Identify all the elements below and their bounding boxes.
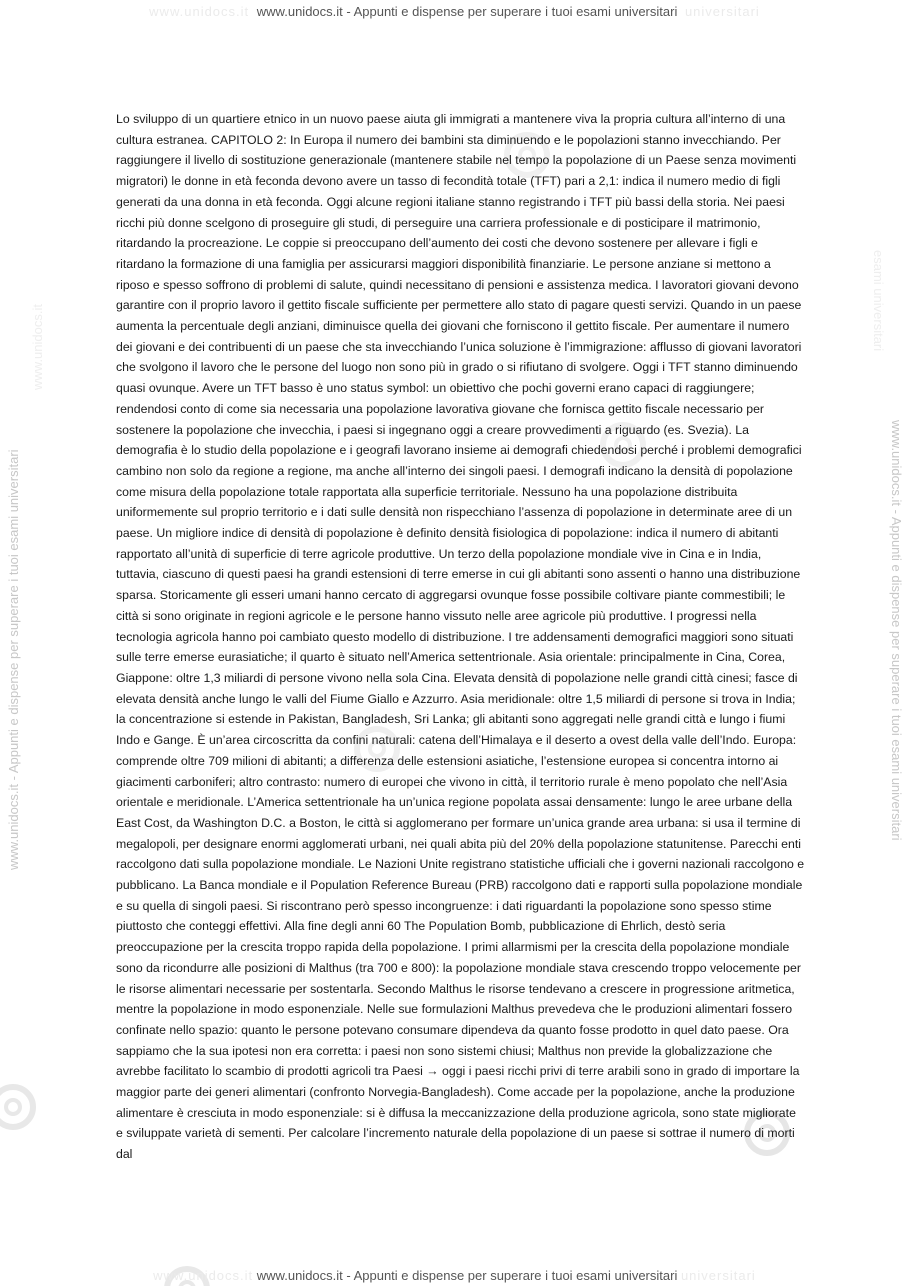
page-footer (0, 1268, 909, 1283)
footer-faded-right: universitari (680, 1268, 756, 1283)
side-watermark-left: www.unidocs.it - Appunti e dispense per superare i tuoi esami universitari (6, 449, 21, 870)
document-body (116, 109, 806, 1165)
header-faded-left: www.unidocs.it (149, 4, 250, 19)
header-text: www.unidocs.it - Appunti e dispense per superare i tuoi esami universitari (256, 4, 678, 19)
body-paragraph: Lo sviluppo di un quartiere etnico in un nuovo paese aiuta gli immigrati a mantenere viva la propria cultura all’interno di una cultura estranea. CAPITOLO 2: In Europa il numero dei bambini sta diminuendo e le popolazioni stanno invecchiando. Per raggiungere il livello di sostituzione generazionale (mantenere stabile nel tempo la popolazione di un Paese senza movimenti migratori) le donne in età feconda devono avere un tasso di fecondità totale (TFT) pari a 2,1: indica il numero medio di figli generati da una donna in età feconda. Oggi alcune regioni italiane stanno registrando i TFT più bassi della storia. Nei paesi ricchi più donne scelgono di proseguire gli studi, di perseguire una carriera professionale e di posticipare il matrimonio, ritardando la procreazione. Le coppie si preoccupano dell’aumento dei costi che devono sostenere per allevare i figli e ritardano la formazione di una famiglia per assicurarsi maggiori disponibilità finanziarie. Le persone anziane si mettono a riposo e spesso soffrono di problemi di salute, quindi necessitano di pensioni e assistenza medica. I lavoratori giovani devono garantire con il proprio lavoro il gettito fiscale sufficiente per permettere allo stato di pagare questi servizi. Quando in un paese aumenta la percentuale degli anziani, diminuisce quella dei giovani che forniscono il gettito fiscale. Per aumentare il numero dei giovani e dei contribuenti di un paese che sta invecchiando l’unica soluzione è l’immigrazione: afflusso di giovani lavoratori che svolgono il lavoro che le persone del luogo non sono più in grado o si rifiutano di svolgere. Oggi i TFT stanno diminuendo quasi ovunque. Avere un TFT basso è uno status symbol: un obiettivo che pochi governi erano capaci di raggiungere; rendendosi conto di come sia necessaria una popolazione lavorativa giovane che fornisca gettito fiscale necessario per sostenere la popolazione che invecchia, i paesi si ingegnano oggi a creare provvedimenti a riguardo (es. Svezia). La demografia è lo studio della popolazione e i geografi lavorano insieme ai demografi chiedendosi perché i problemi demografici cambino non solo da regione a regione, ma anche all’interno dei singoli paesi. I demografi indicano la densità di popolazione come misura della popolazione totale rapportata alla superficie territoriale. Nessuno ha una popolazione distribuita uniformemente sul proprio territorio e i dati sulle densità non rispecchiano l’assenza di popolazione in determinate aree di un paese. Un migliore indice di densità di popolazione è definito densità fisiologica di popolazione: indica il numero di abitanti rapportato all’unità di superficie di terre agricole produttive. Un terzo della popolazione mondiale vive in Cina e in India, tuttavia, ciascuno di questi paesi ha grandi estensioni di terre emerse in cui gli abitanti sono assenti o hanno una distribuzione sparsa. Storicamente gli esseri umani hanno cercato di aggregarsi ovunque fosse possibile coltivare piante commestibili; le città si sono originate in regioni agricole e le persone hanno vissuto nelle aree agricole più produttive. I progressi nella tecnologia agricola hanno poi cambiato questo modello di distribuzione. I tre addensamenti demografici maggiori sono situati sulle terre emerse eurasiatiche; il quarto è situato nell’America settentrionale. Asia orientale: principalmente in Cina, Corea, Giappone: oltre 1,3 miliardi di persone vivono nella sola Cina. Elevata densità di popolazione nelle grandi città cinesi; fasce di elevata densità anche lungo le valli del Fiume Giallo e Azzurro. Asia meridionale: oltre 1,5 miliardi di persone si trova in India; la concentrazione si estende in Pakistan, Bangladesh, Sri Lanka; gli abitanti sono aggregati nelle grandi città e lungo i fiumi Indo e Gange. È un’area circoscritta da confini naturali: catena dell’Himalaya e il deserto a ovest della valle dell’Indo. Europa: comprende oltre 709 milioni di abitanti; a differenza delle estensioni asiatiche, l’estensione europea si concentra intorno ai giacimenti carboniferi; altro contrasto: numero di europei che vivono in città, il territorio rurale è meno popolato che nell’Asia orientale e meridionale. L’America settentrionale ha un’unica regione popolata assai densamente: lungo le aree urbane della East Cost, da Washington D.C. a Boston, le città si agglomerano per formare un’unica grande area urbana: si usa il termine di megalopoli, per designare enormi agglomerati urbani, nei quali abita più del 20% della popolazione statunitense. Parecchi enti raccolgono dati sulla popolazione mondiale. Le Nazioni Unite registrano statistiche ufficiali che i governi nazionali raccolgono e pubblicano. La Banca mondiale e il Population Reference Bureau (PRB) raccolgono dati e rapporti sulla popolazione mondiale e su quella di singoli paesi. Si riscontrano però spesso incongruenze: i dati riguardanti la popolazione sono spesso stime piuttosto che conteggi effettivi. Alla fine degli anni 60 The Population Bomb, pubblicazione di Ehrlich, destò seria preoccupazione per la crescita troppo rapida della popolazione. I primi allarmismi per la crescita della popolazione mondiale sono da ricondurre alle posizioni di Malthus (tra 700 e 800): la popolazione mondiale stava crescendo troppo velocemente per le risorse alimentari necessarie per sostentarla. Secondo Malthus le risorse tendevano a crescere in progressione aritmetica, mentre la popolazione in modo esponenziale. Nelle sue formulazioni Malthus prevedeva che le produzioni alimentari fossero confinate nello spazio: quanto le persone potevano consumare dipendeva da quanto fosse prodotto in quel dato paese. Ora sappiamo che la sua ipotesi non era corretta: i paesi non sono sistemi chiusi; Malthus non previde la globalizzazione che avrebbe facilitato lo scambio di prodotti agricoli tra Paesi → oggi i paesi ricchi privi di terre arabili sono in grado di importare la maggior parte dei generi alimentari (confronto Norvegia-Bangladesh). Come accade per la popolazione, anche la produzione alimentare è cresciuta in modo esponenziale: si è diffusa la meccanizzazione della produzione agricola, sono state migliorate e sviluppate varietà di sementi. Per calcolare l’incremento naturale della popolazione di un paese si sottrae il numero di morti dal (116, 112, 805, 1162)
side-watermark-left-faded: www.unidocs.it (30, 304, 45, 390)
header-faded-right: universitari (684, 4, 760, 19)
page-header (0, 4, 909, 19)
footer-faded-left: www.unidocs.it (153, 1268, 254, 1283)
side-watermark-right-faded: esami universitari (871, 250, 886, 352)
watermark-logo-icon (0, 1080, 40, 1134)
side-watermark-right: www.unidocs.it - Appunti e dispense per superare i tuoi esami universitari (889, 420, 904, 841)
footer-text: www.unidocs.it - Appunti e dispense per superare i tuoi esami universitari (256, 1268, 678, 1283)
